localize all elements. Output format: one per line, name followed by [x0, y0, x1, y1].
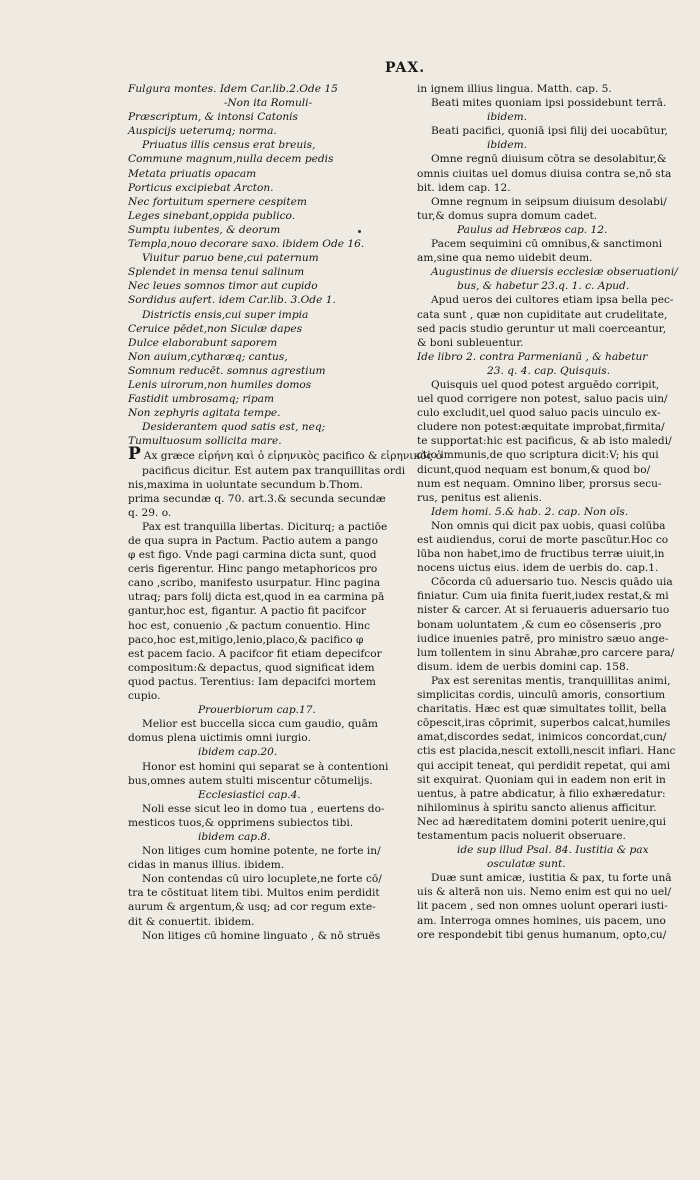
text-line: Pax est tranquilla libertas. Diciturq; a pactiōe — [142, 520, 388, 533]
text-line: ide sup illud Psal. 84. Iustitia & pax — [457, 844, 649, 857]
text-line: omnis ciuitas uel domus diuisa contra se,nō sta — [417, 167, 672, 180]
text-line: Leges sinebant,oppida publico. — [128, 209, 296, 222]
page-header: PAX. — [385, 60, 426, 76]
text-line: uis & alterā non uis. Nemo enim est qui no uel/ — [417, 886, 672, 899]
text-line: Templa,nouo decorare saxo. ibidem Ode 16. — [128, 238, 365, 251]
text-line: Commune magnum,nulla decem pedis — [128, 153, 334, 166]
text-line: bus,omnes autem stulti miscentur cōtumelijs. — [128, 774, 373, 787]
text-line: Non zephyris agitata tempe. — [128, 407, 281, 420]
text-line: Metata priuatis opacam — [128, 167, 257, 180]
text-line: Districtis ensis,cui super impia — [142, 308, 309, 321]
text-line: de qua supra in Pactum. Pactio autem a pango — [128, 535, 378, 547]
text-line: nis,maxima in uoluntate secundum b.Thom. — [128, 478, 363, 491]
text-line: Tumultuosum sollicita mare. — [128, 435, 282, 448]
text-line: ceris figerentur. Hinc pango metaphoricos pro — [128, 563, 378, 576]
text-line: bit. idem cap. 12. — [417, 181, 511, 194]
text-line: Omne regnū diuisum cōtra se desolabitur,& — [431, 153, 667, 166]
text-line: Sumptu iubentes, & deorum — [128, 223, 281, 236]
text-line: cludere non potest:æquitate improbat,firmita/ — [417, 421, 665, 434]
text-line: Non omnis qui dicit pax uobis, quasi colūba — [431, 519, 666, 532]
text-line: Noli esse sicut leo in domo tua , euertens do- — [142, 802, 385, 815]
text-line: q. 29. o. — [128, 506, 172, 519]
text-line: cōpescit,iras cōprimit, superbos calcat,humiles — [417, 717, 671, 730]
text-line: Somnum reducēt. somnus agrestium — [128, 364, 326, 377]
right-text-column — [417, 82, 685, 942]
text-line: pacificus dicitur. Est autem pax tranquillitas ordi — [142, 464, 406, 477]
text-line-content: Ax græce εἰρήνη καὶ ὁ εἰρηνικὸς pacifico & εἰρηνικὸς ὁ — [143, 450, 443, 463]
text-line: mesticos tuos,& opprimens subiectos tibi. — [128, 816, 354, 829]
text-line: Viuitur paruo bene,cui paternum — [142, 252, 319, 265]
text-line: bus, & habetur 23.q. 1. c. Apud. — [457, 280, 630, 293]
text-line: Splendet in mensa tenui salinum — [128, 266, 305, 279]
text-line: Dulce elaborabunt saporem — [128, 336, 278, 349]
text-line: dicunt,quod nequam est bonum,& quod bo/ — [417, 463, 651, 476]
text-line: Cōcorda cū aduersario tuo. Nescis quādo uia — [431, 576, 673, 589]
text-line: cupio. — [128, 690, 161, 703]
text-line: finiatur. Cum uia finita fuerit,iudex restat,& mi — [417, 590, 669, 603]
text-line: domus plena uictimis omni iurgio. — [128, 732, 311, 745]
text-line: ore respondebit tibi genus humanum, opto,cu/ — [417, 928, 667, 941]
text-line: Pax est serenitas mentis, tranquillitas animi, — [431, 674, 671, 687]
text-line: Præscriptum, & intonsi Catonis — [128, 111, 298, 124]
text-line: quod pactus. Terentius: Iam depacifci mortem — [128, 675, 376, 688]
text-line: cidas in manus illius. ibidem. — [128, 859, 285, 872]
text-line: ctis est placida,nescit extolli,nescit inflari. Hanc — [417, 745, 676, 758]
text-line: Omne regnum in seipsum diuisum desolabi/ — [431, 195, 667, 208]
text-line: am,sine qua nemo uidebit deum. — [417, 252, 593, 265]
text-line: uentus, à patre abdicatur, à filio exhæredatur: — [417, 787, 666, 800]
text-line — [128, 444, 443, 465]
text-line: Auspicijs ueterumq; norma. — [128, 125, 277, 138]
text-line: Beati mites quoniam ipsi possidebunt terrā. — [431, 97, 667, 110]
text-line: Non contendas cū uiro locuplete,ne forte cō/ — [142, 873, 382, 886]
text-line: Sordidus aufert. idem Car.lib. 3.Ode 1. — [128, 294, 336, 307]
left-text-column — [128, 82, 443, 943]
text-line: Quisquis uel quod potest arguēdo corripit, — [431, 378, 660, 391]
text-line: cano ,scribo, manifesto usurpatur. Hinc pagina — [128, 577, 381, 590]
text-line: cata sunt , quæ non cupiditate aut crudelitate, — [417, 308, 668, 321]
text-line: Melior est buccella sicca cum gaudio, quām — [142, 718, 378, 731]
text-line: compositum:& depactus, quod significat idem — [128, 661, 375, 674]
text-line: Honor est homini qui separat se à contentioni — [142, 760, 389, 773]
text-line: Nec fortuitum spernere cespitem — [128, 195, 307, 208]
text-line: Nec ad hæreditatem domini poterit uenire,qui — [417, 815, 667, 828]
text-line: Fulgura montes. Idem Car.lib.2.Ode 15 — [128, 83, 338, 95]
text-line: Beati pacifici, quoniā ipsi filij dei uocabūtur, — [431, 125, 668, 138]
text-line: aurum & argentum,& usq; ad cor regum exte- — [128, 901, 376, 914]
text-line: am. Interroga omnes homines, uis pacem, uno — [417, 914, 666, 927]
text-line: Ceruice pēdet,non Siculæ dapes — [128, 322, 303, 335]
text-line: rus, penitus est alienis. — [417, 491, 542, 504]
text-line: gantur,hoc est, figantur. A pactio fit pacifcor — [128, 605, 367, 618]
text-line: Ecclesiastici cap.4. — [198, 788, 301, 801]
text-line: lūba non habet,imo de fructibus terræ uiuit,in — [417, 548, 665, 561]
text-line: Non litiges cū homine linguato , & nō struës — [142, 929, 381, 942]
text-line: tur,& domus supra domum cadet. — [417, 209, 598, 222]
text-line: φ est figo. Vnde pagi carmina dicta sunt, quod — [128, 549, 377, 562]
text-line: ibidem. — [487, 111, 528, 124]
text-line: prima secundæ q. 70. art.3.& secunda secundæ — [128, 492, 386, 505]
text-line: Idem homi. 5.& hab. 2. cap. Non oīs. — [431, 505, 629, 518]
text-line: paco,hoc est,mitigo,lenio,placo,& pacifico φ — [128, 633, 364, 646]
text-line: iudice inuenies patrē, pro ministro sæuo ange- — [417, 632, 669, 645]
drop-capital: P — [128, 444, 141, 465]
text-line: Augustinus de diuersis ecclesiæ obseruationi/ — [431, 266, 678, 279]
text-line: sit exquirat. Quoniam qui in eadem non erit in — [417, 773, 666, 786]
text-line: Desiderantem quod satis est, neq; — [142, 421, 326, 434]
text-line: ctio immunis,de quo scriptura dicit:V; his qui — [417, 449, 659, 462]
text-line: qui accipit teneat, qui perdidit repetat, qui ami — [417, 759, 671, 772]
text-line: est audiendus, corui de morte pascūtur.Hoc co — [417, 534, 669, 546]
text-line: -Non ita Romuli- — [223, 97, 313, 110]
text-line: Apud ueros dei cultores etiam ipsa bella pec- — [431, 294, 674, 307]
text-line: in ignem illius lingua. Matth. cap. 5. — [417, 83, 612, 95]
text-line: Priuatus illis census erat breuis, — [142, 139, 316, 152]
text-line: osculatæ sunt. — [487, 858, 566, 871]
text-line: Non auium,cytharæq; cantus, — [128, 350, 288, 363]
text-line: disum. idem de uerbis domini cap. 158. — [417, 660, 630, 673]
text-line: num est nequam. Omnino liber, prorsus secu- — [417, 477, 662, 490]
text-line: Non litiges cum homine potente, ne forte in/ — [142, 845, 381, 858]
text-line: te supportat:hic est pacificus, & ab isto maledi/ — [417, 435, 672, 448]
text-line: uel quod corrigere non potest, saluo pacis uin/ — [417, 393, 668, 406]
text-line: Porticus excipiebat Arcton. — [128, 181, 274, 194]
text-line: & boni subleuentur. — [417, 336, 524, 349]
text-line: culo excludit,uel quod saluo pacis uinculo ex- — [417, 407, 661, 420]
text-line: Nec leues somnos timor aut cupido — [128, 280, 318, 293]
text-line: hoc est, conuenio ,& pactum conuentio. Hinc — [128, 619, 371, 632]
text-line: tra te cōstituat litem tibi. Multos enim perdidit — [128, 887, 380, 900]
text-line: dit & conuertit. ibidem. — [128, 915, 255, 928]
text-line: 23. q. 4. cap. Quisquis. — [487, 364, 611, 377]
text-line: Pacem sequimini cū omnibus,& sanctimoni — [431, 238, 663, 251]
text-line: nihilominus à spiritu sancto alienus afficitur. — [417, 801, 657, 814]
text-line: ibidem cap.8. — [198, 830, 271, 843]
text-line: Lenis uirorum,non humiles domos — [128, 378, 312, 391]
text-line: nocens uictus eius. idem de uerbis do. cap.1. — [417, 562, 659, 575]
text-line: sed pacis studio geruntur ut mali coerceantur, — [417, 322, 667, 335]
text-line: nister & carcer. At si feruaueris aduersario tuo — [417, 604, 670, 617]
text-line: lum tollentem in sinu Abrahæ,pro carcere para/ — [417, 646, 675, 659]
text-line: lit pacem , sed non omnes uolunt operari iusti- — [417, 900, 668, 913]
text-line: Prouerbiorum cap.17. — [198, 704, 316, 717]
text-line: Paulus ad Hebræos cap. 12. — [457, 223, 608, 236]
text-line: ibidem. — [487, 139, 528, 152]
text-line: Ide libro 2. contra Parmenianū , & habetur — [417, 350, 648, 363]
text-line: utraq; pars folij dicta est,quod in ea carmina pā — [128, 591, 385, 604]
text-line: simplicitas cordis, uinculū amoris, consortium — [417, 689, 666, 702]
text-line: ibidem cap.20. — [198, 746, 278, 759]
text-line: est pacem facio. A pacifcor fit etiam depecifcor — [128, 647, 382, 660]
text-line: Duæ sunt amicæ, iustitia & pax, tu forte unā — [431, 872, 672, 885]
text-line: bonam uoluntatem ,& cum eo cōsenseris ,pro — [417, 618, 662, 631]
text-line: Fastidit umbrosamq; ripam — [128, 393, 275, 406]
text-line: amat,discordes sedat, inimicos concordat,cun/ — [417, 731, 667, 744]
text-line: testamentum pacis noluerit obseruare. — [417, 829, 626, 842]
text-line: charitatis. Hæc est quæ simultates tollit, bella — [417, 703, 667, 716]
